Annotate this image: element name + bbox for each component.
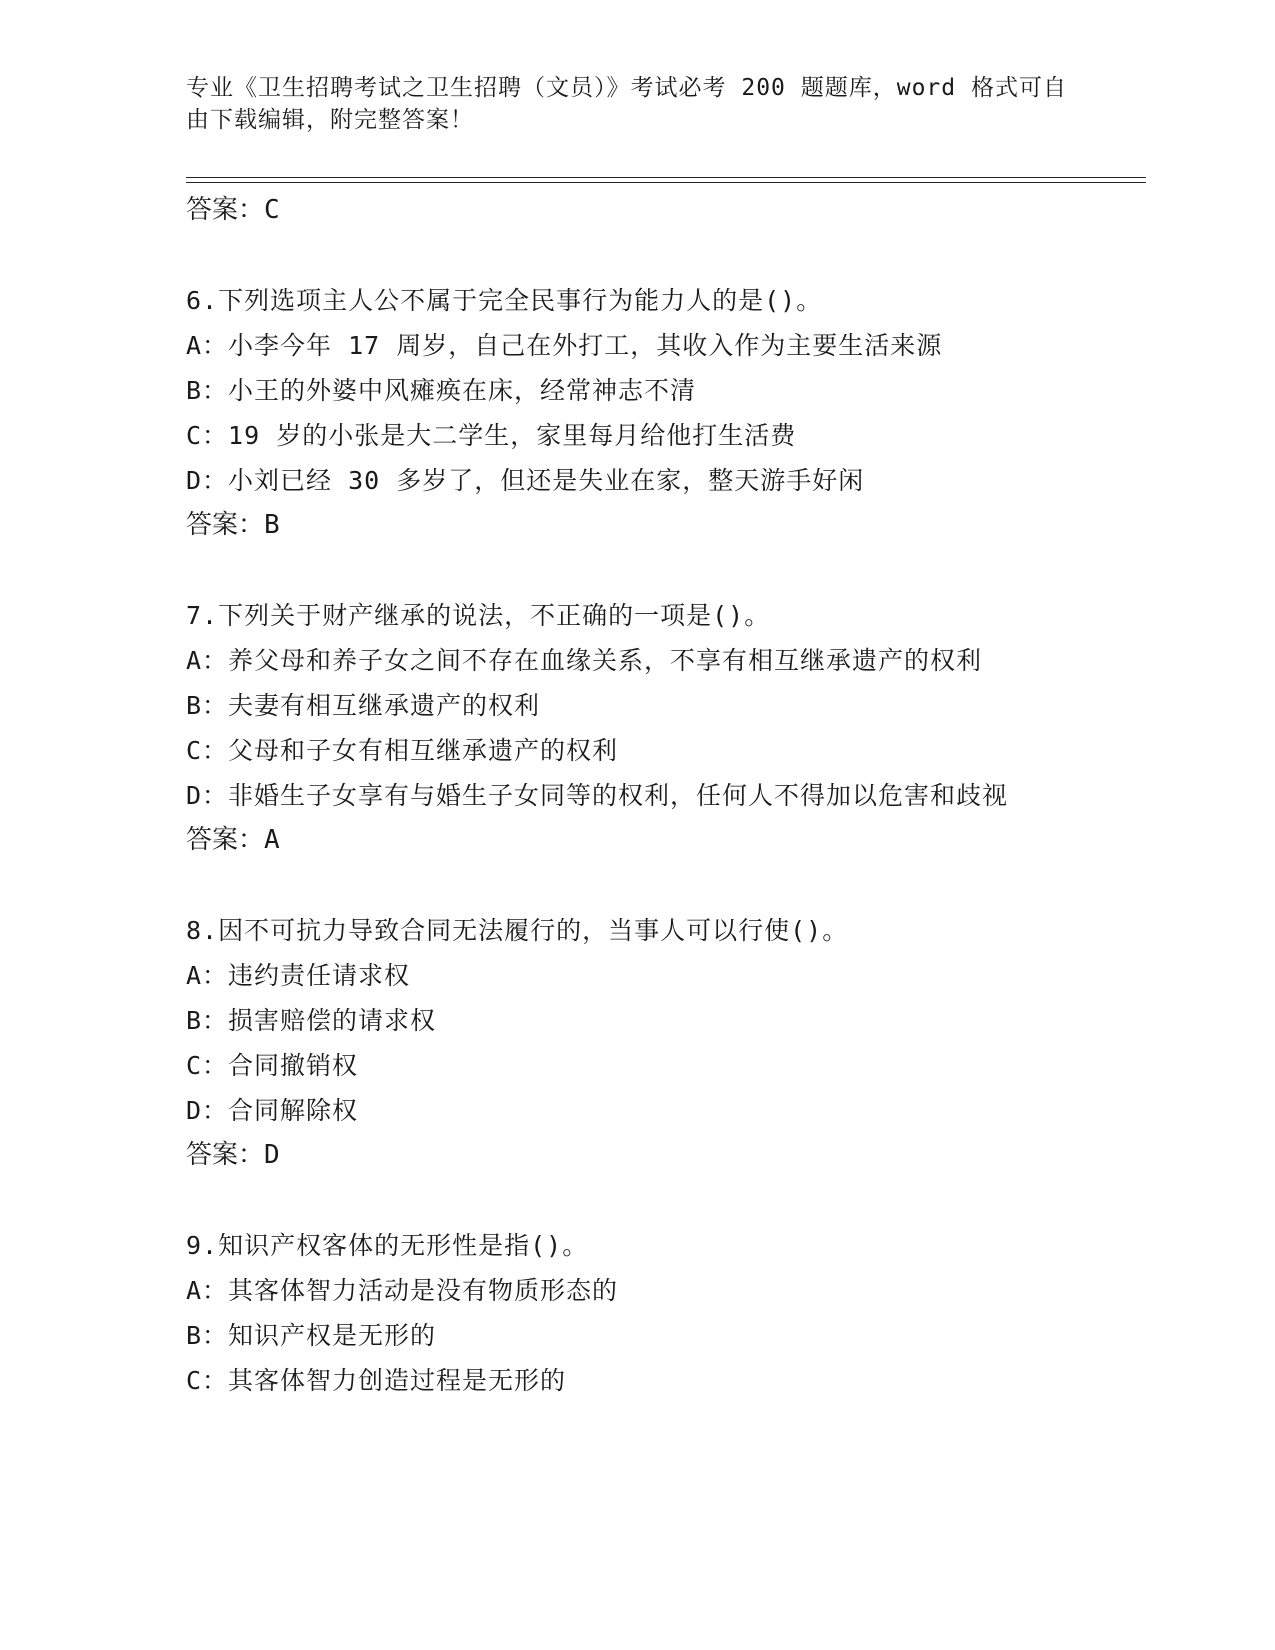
- question-title: 8.因不可抗力导致合同无法履行的，当事人可以行使()。: [186, 916, 849, 945]
- question-title: 7.下列关于财产继承的说法，不正确的一项是()。: [186, 601, 771, 630]
- questions-container: [186, 233, 1086, 1403]
- answer-value: D: [264, 1140, 280, 1170]
- header-line-1: 专业《卫生招聘考试之卫生招聘（文员）》考试必考 200 题题库，word 格式可自: [186, 75, 1067, 101]
- option-c: C：合同撤销权: [186, 1051, 359, 1080]
- question-block: [186, 278, 1086, 548]
- question-title: 6.下列选项主人公不属于完全民事行为能力人的是()。: [186, 286, 823, 315]
- document-header: [186, 72, 1086, 136]
- option-b: B：小王的外婆中风瘫痪在床，经常神志不清: [186, 376, 697, 405]
- header-divider-bottom: [186, 182, 1146, 183]
- option-d: D：非婚生子女享有与婚生子女同等的权利，任何人不得加以危害和歧视: [186, 781, 1009, 810]
- option-a: A：其客体智力活动是没有物质形态的: [186, 1276, 619, 1305]
- option-c: C：其客体智力创造过程是无形的: [186, 1366, 567, 1395]
- answer-label: 答案：: [186, 825, 265, 855]
- option-c: C：父母和子女有相互继承遗产的权利: [186, 736, 619, 765]
- question-spacer: [186, 1178, 1086, 1223]
- question-spacer: [186, 863, 1086, 908]
- option-a: A：小李今年 17 周岁，自己在外打工，其收入作为主要生活来源: [186, 331, 943, 360]
- question-spacer: [186, 548, 1086, 593]
- option-d: D：合同解除权: [186, 1096, 359, 1125]
- option-b: B：损害赔偿的请求权: [186, 1006, 437, 1035]
- option-a: A：违约责任请求权: [186, 961, 411, 990]
- option-b: B：夫妻有相互继承遗产的权利: [186, 691, 541, 720]
- option-a: A：养父母和养子女之间不存在血缘关系，不享有相互继承遗产的权利: [186, 646, 983, 675]
- answer-line: [186, 188, 1086, 233]
- question-title: 9.知识产权客体的无形性是指()。: [186, 1231, 589, 1260]
- option-c: C：19 岁的小张是大二学生，家里每月给他打生活费: [186, 421, 797, 450]
- option-d: D：小刘已经 30 多岁了，但还是失业在家，整天游手好闲: [186, 466, 865, 495]
- answer-value: C: [264, 195, 280, 225]
- question-block: [186, 1223, 1086, 1403]
- answer-label: 答案：: [186, 1140, 265, 1170]
- header-line-2: 由下载编辑，附完整答案！: [186, 107, 474, 133]
- question-block: [186, 908, 1086, 1178]
- option-b: B：知识产权是无形的: [186, 1321, 437, 1350]
- answer-value: B: [264, 510, 280, 540]
- answer-value: A: [264, 825, 280, 855]
- answer-line: [186, 818, 1086, 863]
- header-divider-top: [186, 177, 1146, 178]
- answer-line: [186, 1133, 1086, 1178]
- answer-label: 答案：: [186, 510, 265, 540]
- question-block: [186, 593, 1086, 863]
- question-list: [186, 188, 1086, 1403]
- answer-line: [186, 503, 1086, 548]
- answer-label: 答案：: [186, 195, 265, 225]
- question-spacer: [186, 233, 1086, 278]
